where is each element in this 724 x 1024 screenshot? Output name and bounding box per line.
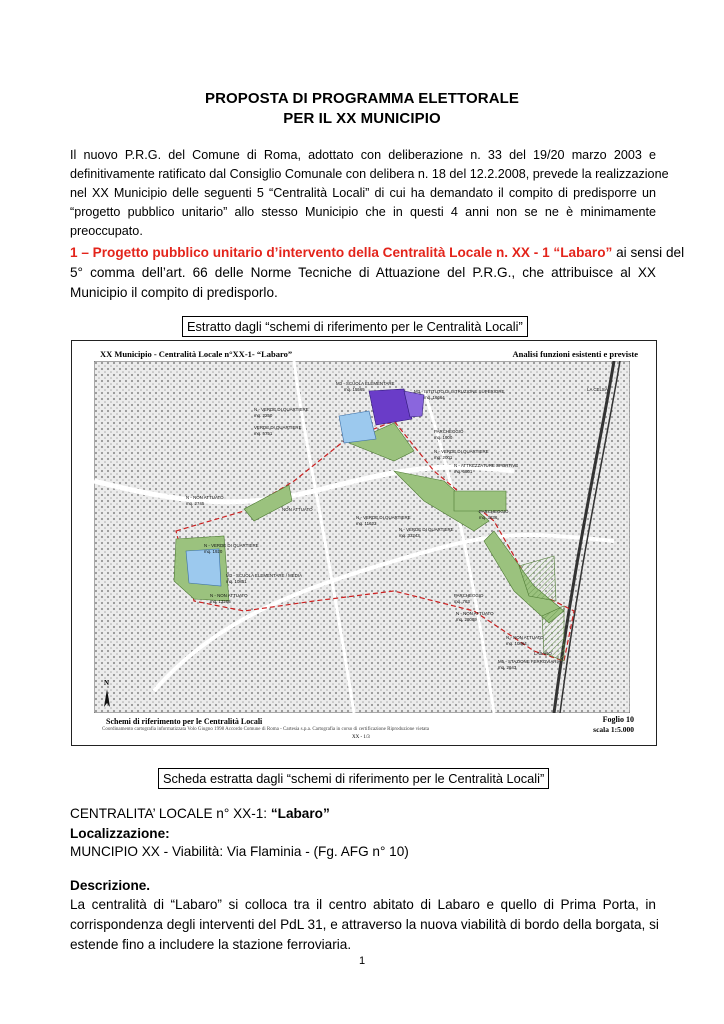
section1-heading: 1 – Progetto pubblico unitario d’intervento della Centralità Locale n. XX - 1 “Labaro” bbox=[70, 245, 613, 260]
map-label: mq. 2001 bbox=[434, 455, 453, 460]
caption-top: Estratto dagli “schemi di riferimento per le Centralità Locali” bbox=[182, 316, 528, 337]
map-label: mq. 10851 bbox=[226, 579, 247, 584]
map-header-left: XX Municipio - Centralità Locale n°XX-1- “Labaro” bbox=[100, 349, 293, 359]
map-label: N - VERDE DI QUARTIERE bbox=[254, 407, 309, 412]
map-label: mq. 16664 bbox=[424, 395, 445, 400]
intro-line: “progetto pubblico unitario” allo stesso Municipio che in questi 4 anni non se ne è minimamente bbox=[70, 205, 656, 219]
urban-map bbox=[94, 361, 630, 713]
document-title-line2: PER IL XX MUNICIPIO bbox=[283, 110, 441, 127]
map-label: N - VERDE DI QUARTIERE bbox=[434, 449, 489, 454]
section1-line1-rest: ai sensi del bbox=[612, 245, 685, 260]
map-label: M5 - STAZIONE FERROVIARIA bbox=[498, 659, 561, 664]
map-header-right: Analisi funzioni esistenti e previste bbox=[512, 349, 638, 359]
map-label: N - NON ATTUATO bbox=[506, 635, 544, 640]
intro-paragraph bbox=[70, 146, 669, 241]
intro-line: definitivamente ratificato dal Consiglio Comunale con delibera n. 18 del 12.2.2008, prevede la realizzazione bbox=[70, 167, 669, 181]
north-label: N bbox=[104, 679, 110, 687]
localizzazione-heading: Localizzazione: bbox=[70, 826, 170, 841]
centralita-name: “Labaro” bbox=[270, 806, 330, 821]
map-label: mq. 13205 bbox=[210, 599, 231, 604]
map-label: mq. 1900 bbox=[434, 435, 453, 440]
map-label: M3 - ISTITUTO DI ISTRUZIONE SUPERIORE bbox=[414, 389, 505, 394]
document-title-line1: PROPOSTA DI PROGRAMMA ELETTORALE bbox=[204, 90, 520, 107]
map-label: mq. 11623 bbox=[356, 521, 377, 526]
page-number: 1 bbox=[358, 955, 366, 967]
section1-paragraph bbox=[70, 243, 685, 303]
map-label: N - VERDE DI QUARTIERE bbox=[204, 543, 259, 548]
map-label: mq. 33243 bbox=[399, 533, 420, 538]
map-label: mq. 2643 bbox=[498, 665, 517, 670]
map-footer-credits: Coordinamento cartografia informatizzata Volo Giugno 1998 Accordo Comune di Roma - Cartesia s.p.a. Cartografia in corso di certificazione Riproduzione vietata bbox=[102, 727, 429, 732]
map-label: mq. 2250 bbox=[254, 413, 273, 418]
descrizione-line: estende fino a includere la stazione ferroviaria. bbox=[70, 937, 352, 952]
map-label: M3 - SCUOLA ELEMENTARE / MEDIA bbox=[226, 573, 303, 578]
map-label: NON ATTUATO bbox=[282, 507, 313, 512]
green-area bbox=[454, 491, 506, 511]
descrizione-line: corrispondenza degli interventi del PdL 31, e attraverso la nuova viabilità di bordo della borgata, si bbox=[70, 917, 659, 932]
section1-line2: 5° comma dell’art. 66 delle Norme Tecniche di Attuazione del P.R.G., che attribuisce al XX bbox=[70, 265, 656, 280]
map-label: mq. 5751 bbox=[254, 431, 273, 436]
map-label: N - NON ATTUATO bbox=[186, 495, 224, 500]
map-sheet: Foglio 10 bbox=[602, 715, 634, 724]
school-area bbox=[339, 411, 376, 443]
intro-line: preoccupato. bbox=[70, 224, 143, 238]
map-label: mq. 2745 bbox=[186, 501, 205, 506]
school-area bbox=[186, 549, 221, 586]
map-footer-code: XX - 1/3 bbox=[352, 735, 370, 740]
centralita-label: CENTRALITA’ LOCALE n° XX-1: bbox=[70, 806, 271, 821]
descrizione-paragraph bbox=[70, 895, 659, 955]
map-label: PARCHEGGIO bbox=[479, 509, 509, 514]
intro-line: nel XX Municipio delle seguenti 5 “Centralità Locali” di cui ha demandato il compito di predisporre un bbox=[70, 186, 656, 200]
map-label: mq. 763 bbox=[454, 599, 470, 604]
intro-line: Il nuovo P.R.G. del Comune di Roma, adottato con deliberazione n. 33 del 19/20 marzo 2003 e bbox=[70, 148, 656, 162]
section1-line1 bbox=[70, 243, 685, 263]
map-footer-title: Schemi di riferimento per le Centralità Locali bbox=[106, 717, 263, 726]
centralita-line bbox=[70, 804, 330, 824]
map-label: VERDE DI QUARTIERE bbox=[254, 425, 302, 430]
map-label: mq. 6801 bbox=[454, 469, 473, 474]
map-label: N - VERDE DI QUARTIERE bbox=[399, 527, 454, 532]
map-label: N - NON ATTUATO bbox=[456, 611, 494, 616]
map-label: mq. 1920 bbox=[204, 549, 223, 554]
map-scale: scala 1:5.000 bbox=[593, 725, 634, 734]
map-label: N - VERDE DI QUARTIERE bbox=[356, 515, 411, 520]
map-label: N - ATTREZZATURE SPORTIVE bbox=[454, 463, 519, 468]
descrizione-heading: Descrizione. bbox=[70, 878, 151, 893]
localizzazione-text: MUNCIPIO XX - Viabilità: Via Flaminia - (Fg. AFG n° 10) bbox=[70, 844, 409, 859]
map-label: PARCHEGGIO bbox=[454, 593, 484, 598]
map-label: mq. 3836 bbox=[479, 515, 498, 520]
caption-bottom: Scheda estratta dagli “schemi di riferimento per le Centralità Locali” bbox=[158, 768, 549, 789]
map-figure bbox=[71, 340, 657, 746]
map-label: LABARO bbox=[534, 651, 552, 656]
map-label: M3 - SCUOLA ELEMENTARE bbox=[336, 381, 395, 386]
map-label: mq. 28089 bbox=[456, 617, 477, 622]
map-label: N - NON ATTUATO bbox=[210, 593, 248, 598]
map-label: PARCHEGGIO bbox=[434, 429, 464, 434]
map-label: mq. 10864 bbox=[506, 641, 527, 646]
section1-line3: Municipio il compito di predisporlo. bbox=[70, 285, 278, 300]
descrizione-line: La centralità di “Labaro” si colloca tra il centro abitato di Labaro e quello di Prima Porta, in bbox=[70, 897, 656, 912]
map-label: LA CELSA bbox=[587, 387, 608, 392]
map-label: mq. 15565 bbox=[344, 387, 365, 392]
